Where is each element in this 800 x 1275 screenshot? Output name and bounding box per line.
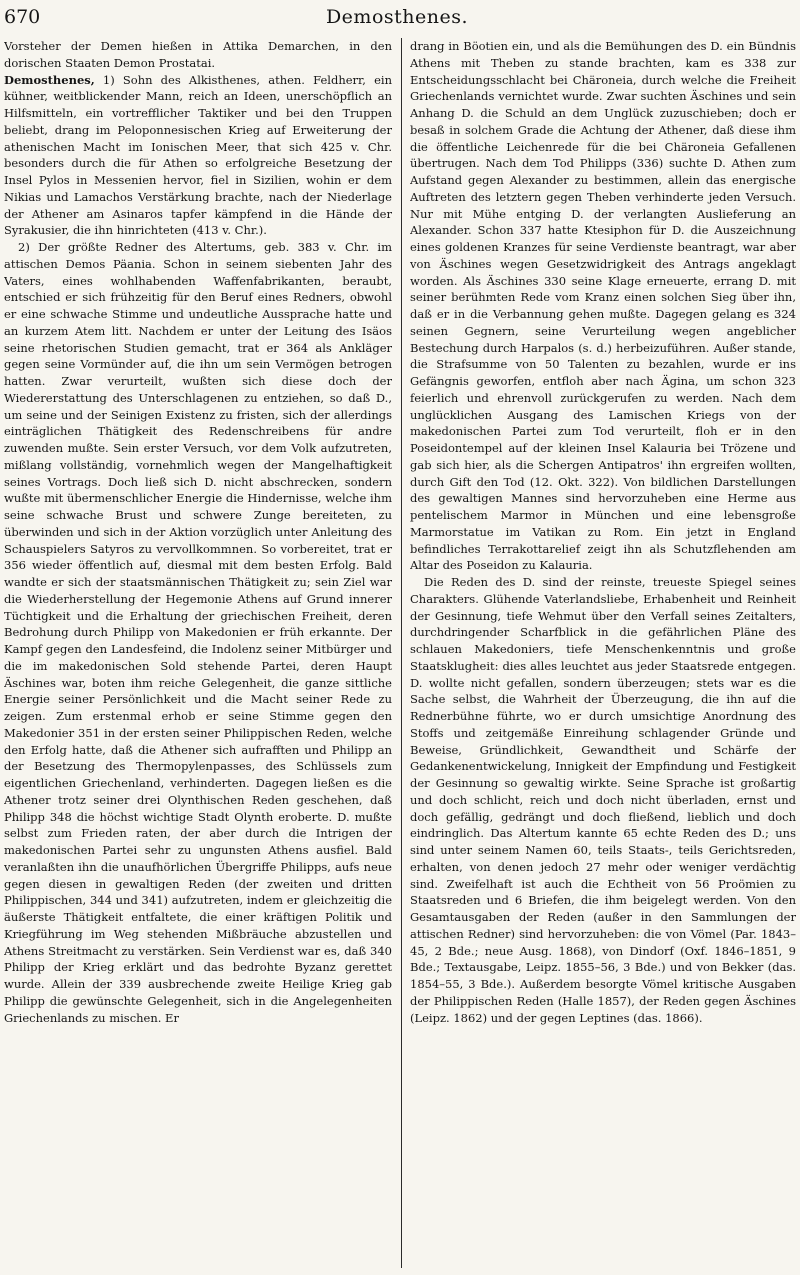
speeches-paragraph: Die Reden des D. sind der reinste, treueste Spiegel seines Charakters. Glühende Vaterlandsliebe, Erhabenheit und Reinheit der Gesinnung, tiefe Wehmut über den Verfall seines Zeitalters, durchdringender Scharfblick in die gefährlichen Pläne des schlauen Makedoniers, tiefe Menschenkenntnis und große Staatsklugheit: dies alles leuchtet aus jeder Staatsrede entgegen. D. wollte nicht gefallen, sondern überzeugen; stets war es die Sache selbst, die Wahrheit der Überzeugung, die ihn auf die Rednerbühne führte, wo er durch umsichtige Anordnung des Stoffs und zeitgemäße Einreihung schlagender Gründe und Beweise, Gründlichkeit, Gewandtheit und Schärfe der Gedankenentwickelung, Innigkeit der Empfindung und Festigkeit der Gesinnung so gewaltig wirkte. Seine Sprache ist großartig und doch schlicht, reich und doch nicht überladen, ernst und doch gefällig, gedrängt und doch fließend, lieblich und doch eindringlich. Das Altertum kannte 65 echte Reden des D.; uns sind unter seinem Namen 60, teils Staats-, teils Gerichtsreden, erhalten, von denen jedoch 27 mehr oder weniger verdächtig sind. Zweifelhaft ist auch die Echtheit von 56 Proömien zu Staatsreden und 6 Briefen, die ihm beigelegt werden. Von den Gesamtausgaben der Reden (außer in den Sammlungen der attischen Redner) sind hervorzuheben: die von Vömel (Par. 1843–45, 2 Bde.; neue Ausg. 1868), von Dindorf (Oxf. 1846–1851, 9 Bde.; Textausgabe, Leipz. 1855–56, 3 Bde.) und von Bekker (das. 1854–55, 3 Bde.). Außerdem besorgte Vömel kritische Ausgaben der Philippischen Reden (Halle 1857), der Reden gegen Äschines (Leipz. 1862) und der gegen Leptines (das. 1866). bbox=[410, 575, 796, 1025]
left-column bbox=[4, 38, 392, 1270]
entry-paragraph-sense-1 bbox=[4, 72, 392, 240]
page-header bbox=[4, 6, 790, 36]
column-divider bbox=[401, 38, 402, 1268]
intro-paragraph: Vorsteher der Demen hießen in Attika Demarchen, in den dorischen Staaten Demon Prostatai. bbox=[4, 39, 392, 70]
entry-paragraph-sense-2: 2) Der größte Redner des Altertums, geb. 383 v. Chr. im attischen Demos Päania. Schon in seinem siebenten Jahr des Vaters, eines wohlhabenden Waffenfabrikanten, beraubt, entschied er sich frühzeitig für den Beruf eines Redners, obwohl er eine schwache Stimme und undeutliche Aussprache hatte und an kurzem Atem litt. Nachdem er unter der Leitung des Isäos seine rhetorischen Studien gemacht, trat er 364 als Ankläger gegen seine Vormünder auf, die ihn um sein Vermögen betrogen hatten. Zwar verurteilt, wußten sich diese doch der Wiedererstattung des Unterschlagenen zu entziehen, so daß D., um seine und der Seinigen Existenz zu fristen, sich der allerdings einträglichen Thätigkeit des Redenschreibens für andre zuwenden mußte. Sein erster Versuch, vor dem Volk aufzutreten, mißlang vollständig, vornehmlich wegen der Mangelhaftigkeit seines Vortrags. Doch ließ sich D. nicht abschrecken, sondern wußte mit übermenschlicher Energie die Hindernisse, welche ihm seine schwache Brust und schwere Zunge bereiteten, zu überwinden und sich in der Aktion vorzüglich unter Anleitung des Schauspielers Satyros zu vervollkommnen. So vorbereitet, trat er 356 wieder öffentlich auf, diesmal mit dem besten Erfolg. Bald wandte er sich der staatsmännischen Thätigkeit zu; sein Ziel war die Wiederherstellung der Hegemonie Athens auf Grund innerer Tüchtigkeit und die Erhaltung der griechischen Freiheit, deren Bedrohung durch Philipp von Makedonien er früh erkannte. Der Kampf gegen den Landesfeind, die Indolenz seiner Mitbürger und die im makedonischen Sold stehende Partei, deren Haupt Äschines war, boten ihm reiche Gelegenheit, die ganze sittliche Energie seiner Persönlichkeit und die Macht seiner Rede zu zeigen. Zum erstenmal erhob er seine Stimme gegen den Makedonier 351 in der ersten seiner Philippischen Reden, welche den Erfolg hatte, daß die Athener sich aufrafften und Philipp an der Besetzung des Thermopylenpasses, des Schlüssels zum eigentlichen Griechenland, verhinderten. Dagegen ließen es die Athener trotz seiner drei Olynthischen Reden geschehen, daß Philipp 348 die höchst wichtige Stadt Olynth eroberte. D. mußte selbst zum Frieden raten, der aber durch die Intrigen der makedonischen Partei sehr zu ungunsten Athens ausfiel. Bald veranlaßten ihn die unaufhörlichen Übergriffe Philipps, aufs neue gegen diesen in gewaltigen Reden (der zweiten und dritten Philippischen, 344 und 341) aufzutreten, indem er gleichzeitig die äußerste Thätigkeit entfaltete, die einer kräftigen Politik und Kriegführung im Weg stehenden Mißbräuche abzustellen und Athens Streitmacht zu verstärken. Sein Verdienst war es, daß 340 Philipp der Krieg erklärt und das bedrohte Byzanz gerettet wurde. Allein der 339 ausbrechende zweite Heilige Krieg gab Philipp die gewünschte Gelegenheit, sich in die Angelegenheiten Griechenlands zu mischen. Er bbox=[4, 240, 392, 1025]
page-number: 670 bbox=[4, 6, 41, 28]
sense-1-text: 1) Sohn des Alkisthenes, athen. Feldherr, ein kühner, weitblickender Mann, reich an Ideen, unerschöpflich an Hilfsmitteln, ein vortrefflicher Taktiker und bei den Truppen beliebt, drang im Peloponnesischen Krieg auf Erweiterung der athenischen Macht im Ionischen Meer, that sich 425 v. Chr. besonders durch die für Athen so erfolgreiche Besetzung der Insel Pylos in Messenien hervor, fiel in Sizilien, wohin er dem Nikias und Lamachos Verstärkung brachte, nach der Niederlage der Athener am Asinaros tapfer kämpfend in die Hände der Syrakusier, die ihn hinrichteten (413 v. Chr.). bbox=[4, 72, 392, 238]
right-column bbox=[410, 38, 796, 1270]
running-head: Demosthenes. bbox=[325, 6, 469, 28]
continuation-paragraph: drang in Böotien ein, und als die Bemühungen des D. ein Bündnis Athens mit Theben zu stande brachten, kam es 338 zur Entscheidungsschlacht bei Chäroneia, durch welche die Freiheit Griechenlands vernichtet wurde. Zwar suchten Äschines und sein Anhang D. die Schuld an dem Unglück zuzuschieben; doch er besaß in solchem Grade die Achtung der Athener, daß diese ihm die öffentliche Leichenrede für die bei Chäroneia Gefallenen übertrugen. Nach dem Tod Philipps (336) suchte D. Athen zum Aufstand gegen Alexander zu bestimmen, allein das energische Auftreten des letztern gegen Theben verhinderte jeden Versuch. Nur mit Mühe entging D. der verlangten Auslieferung an Alexander. Schon 337 hatte Ktesiphon für D. die Auszeichnung eines goldenen Kranzes für seine Verdienste beantragt, war aber von Äschines wegen Gesetzwidrigkeit des Antrags angeklagt worden. Als Äschines 330 seine Klage erneuerte, errang D. mit seiner berühmten Rede vom Kranz einen solchen Sieg über ihn, daß er in die Verbannung gehen mußte. Dagegen gelang es 324 seinen Gegnern, seine Verurteilung wegen angeblicher Bestechung durch Harpalos (s. d.) herbeizuführen. Außer stande, die Strafsumme von 50 Talenten zu bezahlen, wurde er ins Gefängnis geworfen, entfloh aber nach Ägina, um schon 323 feierlich und ehrenvoll zurückgerufen zu werden. Nach dem unglücklichen Ausgang des Lamischen Kriegs von der makedonischen Partei zum Tod verurteilt, floh er in den Poseidontempel auf der kleinen Insel Kalauria bei Trözene und gab sich hier, als die Schergen Antipatros' ihn ergreifen wollten, durch Gift den Tod (12. Okt. 322). Von bildlichen Darstellungen des gewaltigen Mannes sind hervorzuheben eine Herme aus pentelischem Marmor in München und eine lebensgroße Marmorstatue im Vatikan zu Rom. Ein jetzt in England befindliches Terrakottarelief zeigt ihn als Schutzflehenden am Altar des Poseidon zu Kalauria. bbox=[410, 39, 796, 573]
entry-lemma: Demosthenes, bbox=[4, 72, 95, 87]
